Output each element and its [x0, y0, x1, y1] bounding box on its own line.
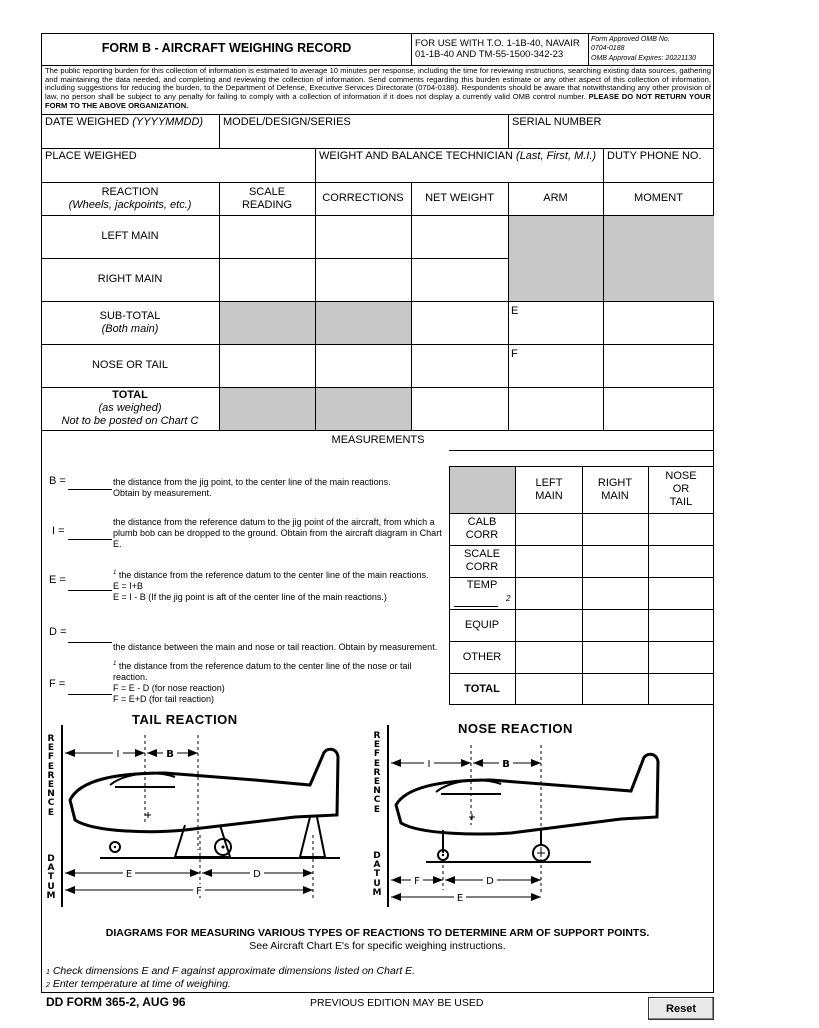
- diagram-subcaption: See Aircraft Chart E's for specific weighing instructions.: [249, 940, 506, 952]
- b-description: the distance from the jig point, to the center line of the main reactions. Obtain by measurement.: [113, 477, 391, 498]
- tail-reaction-diagram: [55, 725, 355, 915]
- corr-scale-nose-input[interactable]: [651, 548, 715, 576]
- corr-calb-nose-input[interactable]: [651, 516, 715, 544]
- model-input[interactable]: [222, 131, 508, 148]
- corr-scale-left-input[interactable]: [518, 548, 583, 576]
- tail-datum-word1: R E F E R E N C E: [47, 734, 55, 818]
- subtotal-moment-input[interactable]: [606, 304, 715, 343]
- d-label: D =: [49, 626, 67, 638]
- diagram-caption: DIAGRAMS FOR MEASURING VARIOUS TYPES OF REACTIONS TO DETERMINE ARM OF SUPPORT POINTS.: [105, 927, 650, 939]
- nose-label-b: B: [502, 759, 510, 770]
- corr-calb-right-input[interactable]: [585, 516, 649, 544]
- arm-e-label: E: [511, 305, 519, 317]
- corr-row-total: TOTAL: [464, 682, 500, 695]
- arm-f-label: F: [511, 348, 518, 360]
- nose-label-f: F: [414, 876, 420, 887]
- d-description: the distance between the main and nose or tail reaction. Obtain by measurement.: [113, 642, 438, 652]
- row-total: TOTAL (as weighed) Not to be posted on Chart C: [61, 389, 199, 427]
- subtotal-arm-input[interactable]: [522, 318, 604, 343]
- corr-total-right-input[interactable]: [585, 676, 649, 704]
- footnote-2: 2 Enter temperature at time of weighing.: [46, 978, 231, 990]
- corr-temp-left-input[interactable]: [518, 580, 583, 608]
- corr-total-nose-input[interactable]: [651, 676, 715, 704]
- i-label: I =: [52, 525, 65, 537]
- burden-text: The public reporting burden for this collection of information is estimated to average 10 minutes per response, including the time for reviewing instructions, searching existing data sources, gathering and maintaining the data needed, and completing and reviewing the collection of information. Send comments regarding this burden estimate or any other aspect of this collection of information, including suggestions for reducing the burden, to the Department of Defense, Executive Services Directorate (0704-0188). Respondents should be aware that notwithstanding any other provision of law, no person shall be subject to any penalty for failing to comply with a collection of information if it does not display a currently valid OMB control number.: [45, 66, 711, 102]
- nose-datum-word1: R E F E R E N C E: [373, 731, 381, 815]
- tail-label-i: I: [116, 749, 120, 760]
- tail-label-d: D: [253, 869, 261, 880]
- footnote-1: 1 Check dimensions E and F against approximate dimensions listed on Chart E.: [46, 965, 416, 977]
- corr-scale-right-input[interactable]: [585, 548, 649, 576]
- f-input[interactable]: [68, 679, 112, 695]
- shade-arm-moment: [508, 215, 714, 301]
- col-scale-header: SCALE READING: [241, 185, 293, 211]
- d-input[interactable]: [68, 627, 112, 643]
- measurements-title: MEASUREMENTS: [331, 434, 425, 446]
- corr-calb-left-input[interactable]: [518, 516, 583, 544]
- e-label: E =: [49, 574, 66, 586]
- tail-reaction-title: TAIL REACTION: [132, 712, 238, 727]
- corr-row-scale: SCALE CORR: [463, 548, 501, 573]
- corr-total-left-input[interactable]: [518, 676, 583, 704]
- col-corrections-header: CORRECTIONS: [322, 192, 404, 204]
- b-input[interactable]: [68, 474, 112, 490]
- for-use-text: FOR USE WITH T.O. 1-1B-40, NAVAIR 01-1B-40 AND TM-55-1500-342-23: [415, 38, 580, 60]
- corr-equip-nose-input[interactable]: [651, 612, 715, 640]
- omb-line3: OMB Approval Expires: 20221130: [591, 55, 697, 62]
- tail-datum-word2: D A T U M: [46, 854, 56, 901]
- omb-line2: 0704-0188: [591, 45, 625, 52]
- form-title: FORM B - AIRCRAFT WEIGHING RECORD: [101, 41, 352, 55]
- corr-row-equip: EQUIP: [464, 618, 500, 631]
- corr-equip-right-input[interactable]: [585, 612, 649, 640]
- date-weighed-label: DATE WEIGHED (YYYYMMDD): [45, 116, 204, 128]
- f-label: F =: [49, 678, 66, 690]
- row-left-main: LEFT MAIN: [101, 230, 159, 242]
- tail-label-e: E: [125, 869, 133, 880]
- f-description: $^1$ the distance from the reference datum to the center line of the nose or tail reaction. F = E - D (for nose reaction) F = E+D (for tail reaction): [113, 661, 412, 704]
- col-reaction-header: REACTION (Wheels, jackpoints, etc.): [68, 185, 192, 211]
- nose-label-i: I: [427, 759, 431, 770]
- corr-other-left-input[interactable]: [518, 644, 583, 672]
- col-net-header: NET WEIGHT: [425, 192, 494, 204]
- total-arm-input[interactable]: [511, 390, 604, 429]
- corr-col-nose: NOSE OR TAIL: [665, 470, 697, 508]
- omb-line1: Form Approved OMB No.: [591, 36, 670, 43]
- corr-col-left: LEFT MAIN: [535, 476, 563, 502]
- right-main-corrections-input[interactable]: [318, 261, 412, 300]
- corr-row-temp: TEMP: [466, 579, 498, 591]
- corr-other-nose-input[interactable]: [651, 644, 715, 672]
- technician-label: WEIGHT AND BALANCE TECHNICIAN (Last, First, M.I.): [319, 150, 597, 162]
- nose-label-e: E: [456, 893, 464, 904]
- burden-statement: [45, 67, 711, 111]
- form-id: DD FORM 365-2, AUG 96: [46, 995, 186, 1009]
- temp-footnote-mark: 2: [506, 594, 511, 603]
- model-label: MODEL/DESIGN/SERIES: [223, 116, 351, 128]
- nose-arm-input[interactable]: [522, 361, 604, 386]
- e-input[interactable]: [68, 575, 112, 591]
- left-main-corrections-input[interactable]: [318, 218, 412, 257]
- total-moment-input[interactable]: [606, 390, 715, 429]
- nose-scale-input[interactable]: [222, 347, 316, 386]
- nose-reaction-title: NOSE REACTION: [458, 721, 573, 736]
- i-description: the distance from the reference datum to the jig point of the aircraft, from which a plumb bob can be dropped to the ground. Obtain from the aircraft diagram in Chart E.: [113, 517, 442, 549]
- nose-corrections-input[interactable]: [318, 347, 412, 386]
- serial-input[interactable]: [511, 131, 715, 148]
- e-description: $^1$ the distance from the reference datum to the center line of the main reactions. E = I+B E = I - B (If the jig point is aft of the center line of the main reactions.): [113, 570, 429, 602]
- row-right-main: RIGHT MAIN: [97, 273, 163, 285]
- corr-col-right: RIGHT MAIN: [597, 476, 633, 502]
- col-arm-header: ARM: [543, 192, 568, 204]
- right-main-scale-input[interactable]: [222, 261, 316, 300]
- place-input[interactable]: [44, 165, 316, 182]
- right-main-net-input[interactable]: [414, 261, 509, 300]
- corr-temp-nose-input[interactable]: [651, 580, 715, 608]
- phone-input[interactable]: [606, 165, 715, 182]
- place-label: PLACE WEIGHED: [45, 150, 137, 162]
- i-input[interactable]: [68, 524, 112, 540]
- tail-label-b: B: [166, 749, 174, 760]
- total-net-input[interactable]: [414, 390, 509, 429]
- left-main-scale-input[interactable]: [222, 218, 316, 257]
- col-moment-header: MOMENT: [634, 192, 683, 204]
- nose-datum-word2: D A T U M: [372, 851, 382, 898]
- previous-edition: PREVIOUS EDITION MAY BE USED: [310, 997, 484, 1009]
- nose-moment-input[interactable]: [606, 347, 715, 386]
- tail-label-f: F: [196, 886, 202, 897]
- serial-label: SERIAL NUMBER: [512, 116, 602, 128]
- phone-label: DUTY PHONE NO.: [607, 150, 702, 162]
- corr-other-right-input[interactable]: [585, 644, 649, 672]
- b-label: B =: [49, 475, 66, 487]
- burden-warning: PLEASE DO NOT RETURN YOUR FORM TO THE ABOVE ORGANIZATION.: [45, 92, 711, 110]
- left-main-net-input[interactable]: [414, 218, 509, 257]
- reset-button[interactable]: Reset: [648, 997, 714, 1020]
- nose-reaction-diagram: [381, 725, 681, 915]
- temp-underline: [454, 606, 498, 607]
- nose-label-d: D: [486, 876, 494, 887]
- date-weighed-input[interactable]: [44, 131, 220, 148]
- subtotal-net-input[interactable]: [414, 304, 509, 343]
- nose-net-input[interactable]: [414, 347, 509, 386]
- corr-row-other: OTHER: [462, 650, 502, 663]
- corr-equip-left-input[interactable]: [518, 612, 583, 640]
- row-nose-tail: NOSE OR TAIL: [91, 359, 168, 371]
- technician-input[interactable]: [318, 165, 604, 182]
- corr-temp-right-input[interactable]: [585, 580, 649, 608]
- corr-row-calb: CALB CORR: [465, 516, 499, 541]
- row-subtotal: SUB-TOTAL (Both main): [99, 309, 161, 335]
